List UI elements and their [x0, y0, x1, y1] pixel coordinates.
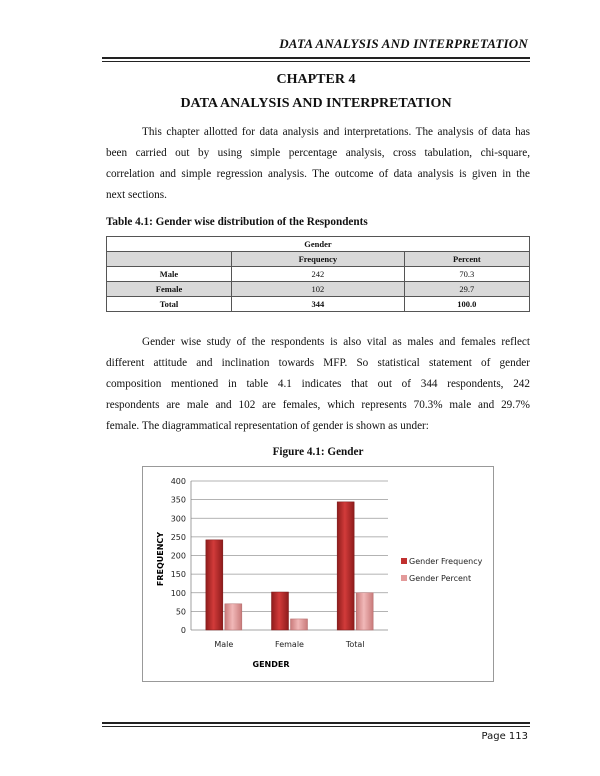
- footer-rule-thin: [102, 726, 530, 727]
- chart-y-ticks: [171, 477, 186, 635]
- intro-line: This chapter allotted for data analysis and interpretations. The analysis of data has: [142, 126, 530, 138]
- y-tick-label: 150: [170, 570, 186, 580]
- gender-line: different attitude and inclination towards MFP. So statistical statement of gender: [106, 357, 530, 369]
- bar-gender-percent: [225, 604, 242, 630]
- row-percent: 70.3: [404, 267, 529, 282]
- bar-gender-frequency: [272, 592, 289, 630]
- legend-label: Gender Percent: [409, 574, 472, 583]
- table-row: [107, 267, 530, 282]
- table-header-percent: Percent: [404, 252, 529, 267]
- intro-line: been carried out by using simple percentage analysis, cross tabulation, chi-square,: [106, 147, 530, 159]
- table-header-frequency: Frequency: [232, 252, 405, 267]
- table-row: [107, 282, 530, 297]
- table-group-header: Gender: [107, 237, 530, 252]
- bar-gender-percent: [291, 619, 308, 630]
- y-tick-label: 0: [180, 626, 186, 635]
- gender-table: [106, 236, 530, 312]
- page-number: Page 113: [481, 731, 528, 742]
- header-rule: [102, 57, 530, 59]
- table-caption: Table 4.1: Gender wise distribution of the Respondents: [106, 216, 368, 228]
- legend-swatch: [401, 558, 407, 564]
- table-row: [107, 297, 530, 312]
- x-axis-label: GENDER: [252, 660, 290, 669]
- gender-paragraph: [106, 332, 530, 437]
- footer-rule: [102, 722, 530, 724]
- legend-label: Gender Frequency: [409, 557, 483, 566]
- chapter-title: DATA ANALYSIS AND INTERPRETATION: [180, 96, 452, 111]
- table-group-header-row: [107, 237, 530, 252]
- table-header-row: [107, 252, 530, 267]
- x-tick-label: Total: [345, 640, 365, 649]
- gender-chart: [142, 466, 494, 682]
- x-tick-label: Female: [275, 640, 304, 649]
- gender-line: Gender wise study of the respondents is also vital as males and females reflect: [142, 336, 530, 348]
- row-label: Total: [107, 297, 232, 312]
- legend-swatch: [401, 575, 407, 581]
- row-percent: 100.0: [404, 297, 529, 312]
- row-frequency: 102: [232, 282, 405, 297]
- gender-line: respondents are male and 102 are females, which represents 70.3% male and 29.7%: [106, 399, 530, 411]
- y-tick-label: 200: [170, 551, 186, 561]
- bar-gender-frequency: [337, 502, 354, 630]
- row-percent: 29.7: [404, 282, 529, 297]
- bar-gender-percent: [356, 593, 373, 630]
- row-label: Female: [107, 282, 232, 297]
- gender-line: female. The diagrammatical representation of gender is shown as under:: [106, 420, 429, 432]
- y-tick-label: 400: [170, 477, 186, 486]
- intro-line: correlation and simple regression analysis. The outcome of data analysis is given in the: [106, 168, 530, 180]
- row-label: Male: [107, 267, 232, 282]
- y-tick-label: 50: [175, 607, 186, 617]
- header-rule-thin: [102, 61, 530, 62]
- row-frequency: 242: [232, 267, 405, 282]
- table-header-blank: [107, 252, 232, 267]
- running-head: DATA ANALYSIS AND INTERPRETATION: [279, 36, 528, 51]
- figure-caption: Figure 4.1: Gender: [272, 446, 364, 458]
- y-tick-label: 300: [170, 514, 186, 524]
- intro-paragraph: [106, 122, 530, 206]
- chart-legend: [401, 557, 483, 583]
- y-axis-label: FREQUENCY: [156, 531, 165, 587]
- row-frequency: 344: [232, 297, 405, 312]
- y-tick-label: 100: [170, 588, 186, 598]
- chart-x-ticks: [214, 640, 364, 649]
- x-tick-label: Male: [214, 640, 234, 649]
- chart-bars: [206, 502, 373, 630]
- bar-gender-frequency: [206, 540, 223, 630]
- y-tick-label: 350: [170, 495, 186, 505]
- gender-line: composition mentioned in table 4.1 indicates that out of 344 respondents, 242: [106, 378, 530, 390]
- chart-svg: [143, 467, 493, 681]
- chapter-number: CHAPTER 4: [276, 72, 356, 87]
- y-tick-label: 250: [170, 532, 186, 542]
- intro-line: next sections.: [106, 189, 167, 201]
